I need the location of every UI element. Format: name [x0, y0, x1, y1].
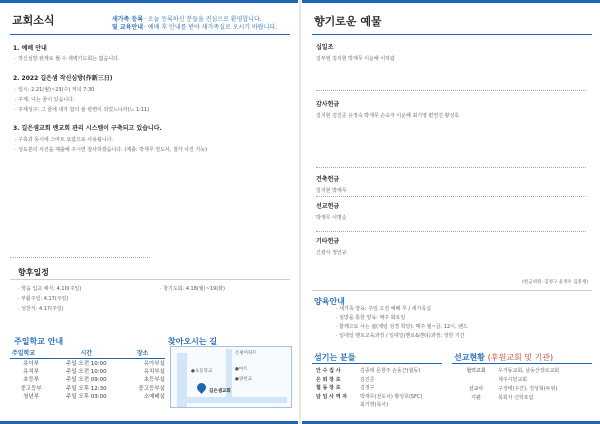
news-item: 1. 예배 안내 · 작신심방 관계로 월·수 새벽기도회는 없습니다. [13, 45, 120, 62]
schedule-list-left: · 학습 입교 예식: 4.10(주일) · 부활주일: 4.17(주일) · 성찬식: 4.17(주일) [18, 286, 82, 312]
servants-list [316, 368, 446, 409]
directions-map[interactable] [170, 346, 292, 408]
schedule-list-right: · 창기도회: 4.18(월)~19(화) [160, 286, 225, 292]
offering-item: 감사헌금 김지현 김진준 유정숙 박재무 손숙자 이운해 최기영 편연진 황성호 [316, 101, 460, 119]
map-label: ●양천교 [235, 377, 252, 382]
map-label: ●마트 [235, 367, 248, 372]
missions-title: 선교현황 (후원교회 및 기관) [454, 353, 554, 362]
table-row: 유아부 주일 오전 10:00 유아부실 [23, 360, 165, 367]
list-item: 최기영(목사) [360, 402, 389, 408]
sunday-school-table [10, 348, 165, 401]
missions-underline [452, 363, 592, 364]
title-underline [10, 34, 290, 35]
schedule-underline [10, 279, 290, 280]
servants-underline [312, 363, 442, 364]
table-row: 청년부 주일 오후 03:00 소예배실 [23, 394, 165, 401]
welcome-text: · 오늘 등록하신 분들을 진심으로 환영합니다. · 예배 후 안내를 받아 새가족실로 오시기 바랍니다. [144, 16, 278, 31]
list-item: 선교사 구성태(우간), 정성혁(두위) [468, 386, 558, 392]
page-fold [299, 0, 301, 424]
map-road-vertical [177, 353, 187, 407]
table-row: 초등부 주일 오전 09:00 초등부실 [23, 377, 165, 384]
news-item: 3. 길은샘교회 멘교회 관리 시스템이 구축되고 있습니다. · 구축과 동시에 스마트 요람으로 사용됩니다. · 성도분의 사진을 제출해 주시면 감사하겠습니다. (제출: 박재무 전도사, 철가 사진 가능) [13, 125, 208, 153]
section-divider [312, 290, 592, 291]
list-item: 담 임 사 역 자 박재무(전도사) 황성호(SFC) [316, 393, 423, 400]
table-header-row: 주일학교 시간 장소 [10, 348, 165, 358]
list-item: 은 퇴 장 로 김진준 [316, 376, 375, 383]
section-divider [10, 257, 150, 258]
directions-title: 찾아오시는 길 [168, 337, 218, 346]
offering-list [316, 44, 586, 262]
offering-item: 건축헌금 김지현 박재무 [316, 176, 347, 194]
table-row: 중고등부 주일 오후 12:30 중고등부실 [20, 385, 165, 392]
top-accent-bar [0, 0, 298, 3]
servants-title: 섬기는 분들 [314, 353, 356, 362]
news-item: 2. 2022 길은샘 작신심방(作新三日) · 일시: 2.21(월)~23(수) 저녁 7:30 · 주제: 나는 꿈이 있습니다. · 주제성구: 그 꿈에 내가 함의 율 관련이 되었느니라(느 1:11) [13, 75, 150, 113]
list-item: 제주시민교회 [498, 377, 527, 383]
church-news-title: 교회소식 [12, 14, 55, 27]
welcome-label: 새가족 등록 및 교육안내 [112, 16, 144, 31]
list-item: 협력교회 우거동교회, 남동산장로교회 [466, 368, 560, 374]
map-label: 은평아파트 [235, 351, 257, 356]
offering-note: (헌금위원: 김정구 윤정수 김총재) [522, 280, 588, 285]
map-road-horizontal [187, 397, 287, 403]
left-page [0, 0, 298, 424]
list-item: 협 동 장 로 김정구 [316, 385, 375, 391]
top-accent-bar [302, 0, 600, 3]
schedule-title: 향후일정 [18, 268, 49, 277]
list-item: 안 수 집 사 김종태 문창주 손동근(협동) [316, 368, 421, 374]
nurture-list: · 새가족 양육: 주일 오전 예배 후 / 새가족실 · 심방을 통한 양육: 매주 화요일 · 함께으로 사는 삶(제임 성경 학당): 매주 월~금, 12시, 밴드 · 일대일 멘토교육과정 / 일대일(멘토&멘티)과정: 정한 기간 [336, 306, 468, 339]
sunday-school-title: 주일학교 안내 [14, 337, 64, 346]
right-page [302, 0, 600, 424]
list-item: 기관 목회자 신학포럼 [471, 395, 534, 401]
table-row: 유치부 주일 오전 10:00 유치부실 [23, 368, 165, 375]
news-list [13, 45, 293, 154]
nurture-title: 양육안내 [314, 297, 345, 306]
offering-item: 기타헌금 신광식 정인규 [316, 238, 347, 256]
map-church-label: 길은샘교회 [209, 389, 231, 394]
missions-list [454, 368, 594, 402]
offering-item: 십일조 김부영 김지현 박재무 이운해 이하람 [316, 44, 395, 62]
location-pin-icon [195, 381, 208, 394]
offerings-title: 향기로운 예물 [314, 15, 382, 28]
offering-item: 선교헌금 박재무 이명순 [316, 203, 347, 221]
map-label: ●초등학교 [191, 369, 213, 374]
title-underline [312, 34, 592, 35]
